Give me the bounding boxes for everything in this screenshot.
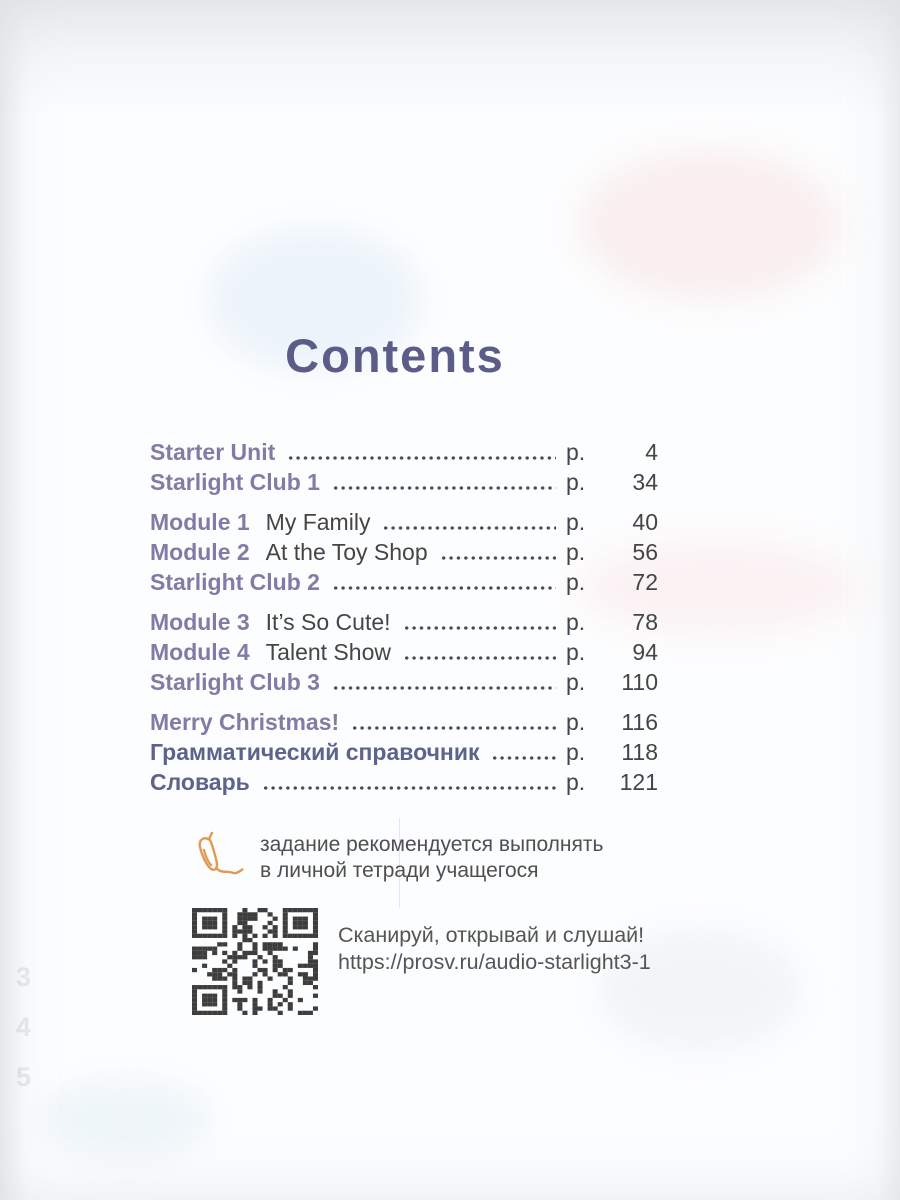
dots-leader: [332, 468, 556, 498]
toc-entry-page-number: 121: [619, 769, 658, 795]
toc-entry-label: Merry Christmas!: [150, 709, 340, 735]
toc-entry: [150, 508, 658, 538]
toc-entry: [150, 538, 658, 568]
pencil-icon: [188, 830, 246, 888]
toc-entry-label: Module 1: [150, 509, 250, 535]
qr-caption-line: Сканируй, открывай и слушай!: [338, 923, 645, 947]
toc-entry-page-number: 110: [621, 669, 658, 695]
showthrough-smudge: [580, 150, 840, 300]
note-line-2: в личной тетради учащегося: [260, 859, 539, 882]
qr-audio-url: https://prosv.ru/audio-starlight3-1: [338, 950, 651, 974]
toc-entry: [150, 668, 658, 698]
page-abbreviation: p.: [566, 469, 586, 495]
dots-leader: [440, 538, 556, 568]
toc-entry-page-number: 4: [645, 439, 658, 465]
dots-leader: [332, 568, 556, 598]
page-abbreviation: p.: [566, 769, 586, 795]
toc-entry-label: Module 3: [150, 609, 250, 635]
toc-entry-page-number: 40: [632, 509, 658, 535]
page-title: Contents: [285, 329, 505, 382]
dots-leader: [382, 508, 556, 538]
toc-entry-label: Module 4: [150, 639, 250, 665]
ghost-page-number: 4: [16, 1012, 32, 1042]
toc-entry: [150, 738, 658, 768]
page-abbreviation: p.: [566, 639, 586, 665]
page-abbreviation: p.: [566, 739, 586, 765]
toc-entry-page-number: 118: [621, 739, 658, 765]
toc-entry-page-number: 56: [632, 539, 658, 565]
dots-leader: [403, 608, 556, 638]
table-of-contents: [150, 438, 658, 798]
toc-entry: [150, 608, 658, 638]
toc-entry-label: Starlight Club 2: [150, 569, 320, 595]
ghost-page-number: 5: [16, 1062, 32, 1092]
dots-leader: [403, 638, 556, 668]
toc-entry-page-number: 116: [621, 709, 658, 735]
toc-entry-subtitle: It’s So Cute!: [265, 609, 391, 635]
page-abbreviation: p.: [566, 569, 586, 595]
showthrough-smudge: [40, 1080, 210, 1160]
toc-entry-page-number: 78: [632, 609, 658, 635]
workbook-note: [188, 828, 603, 888]
toc-entry: [150, 768, 658, 798]
toc-entry-label: Starlight Club 3: [150, 669, 320, 695]
ghost-page-number: 3: [16, 962, 32, 992]
toc-entry-subtitle: At the Toy Shop: [265, 539, 428, 565]
page-abbreviation: p.: [566, 539, 586, 565]
page-abbreviation: p.: [566, 669, 586, 695]
dots-leader: [287, 438, 556, 468]
toc-entry-label: Starlight Club 1: [150, 469, 320, 495]
toc-entry-label: Словарь: [150, 769, 250, 795]
toc-entry-page-number: 34: [632, 469, 658, 495]
toc-entry: [150, 638, 658, 668]
toc-entry: [150, 568, 658, 598]
toc-entry-page-number: 72: [632, 569, 658, 595]
toc-entry-label: Грамматический справочник: [150, 739, 480, 765]
dots-leader: [491, 738, 556, 768]
dots-leader: [351, 708, 556, 738]
toc-entry-label: Module 2: [150, 539, 250, 565]
toc-entry: [150, 708, 658, 738]
toc-entry: [150, 468, 658, 498]
toc-entry-label: Starter Unit: [150, 439, 276, 465]
dots-leader: [262, 768, 556, 798]
page-abbreviation: p.: [566, 709, 586, 735]
toc-entry: [150, 438, 658, 468]
page-abbreviation: p.: [566, 609, 586, 635]
page-abbreviation: p.: [566, 439, 586, 465]
toc-entry-page-number: 94: [632, 639, 658, 665]
audio-qr-block: [192, 908, 651, 1015]
qr-code: [192, 908, 318, 1015]
toc-entry-subtitle: Talent Show: [265, 639, 391, 665]
dots-leader: [332, 668, 556, 698]
note-line-1: задание рекомендуется выполнять: [260, 833, 604, 856]
toc-entry-subtitle: My Family: [265, 509, 371, 535]
page-abbreviation: p.: [566, 509, 586, 535]
